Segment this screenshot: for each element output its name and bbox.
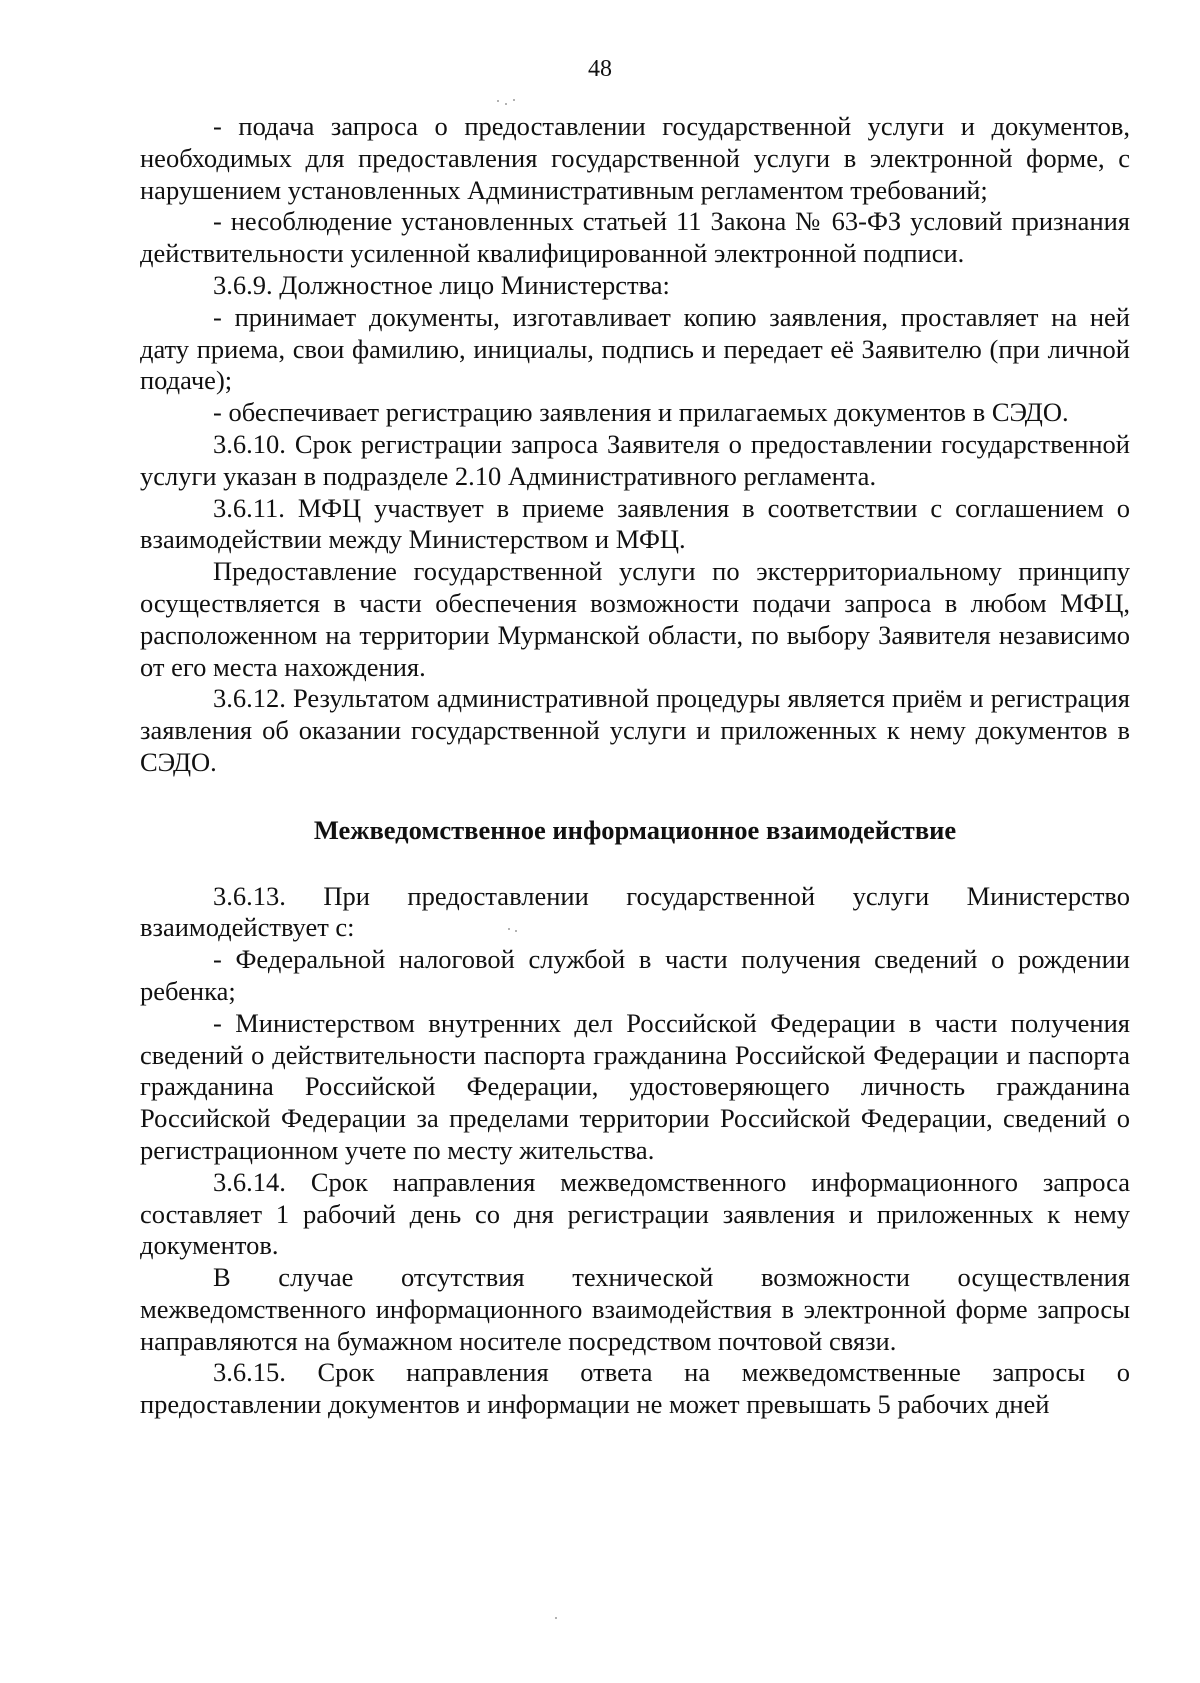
clause-paragraph: 3.6.14. Срок направления межведомственного информационного запроса составляет 1 рабочий день со дня регистрации заявления и приложенных к нему документов. [140,1166,1130,1261]
clause-paragraph: 3.6.9. Должностное лицо Министерства: [213,269,670,300]
page-number: 48 [588,56,612,82]
clause-paragraph: 3.6.12. Результатом административной процедуры является приём и регистрация заявления об оказании государственной услуги и приложенных к нему документов в СЭДО. [140,683,1130,777]
list-item: - подача запроса о предоставлении государственной услуги и документов, необходимых для предоставления государственной услуги в электронной форме, с нарушением установленных Административным регламентом требований; [140,111,1130,205]
document-body [140,111,1130,1421]
body-paragraph: В случае отсутствия технической возможности осуществления межведомственного информационного взаимодействия в электронной форме запросы направляются на бумажном носителе посредством почтовой связи. [140,1262,1130,1356]
clause-paragraph: 3.6.11. МФЦ участвует в приеме заявления в соответствии с соглашением о взаимодействии между Министерством и МФЦ. [140,492,1130,555]
body-paragraph: Предоставление государственной услуги по экстерриториальному принципу осуществляется в части обеспечения возможности подачи запроса в любом МФЦ, расположенном на территории Мурманской области, по выбору Заявителя независимо от его места нахождения. [140,556,1130,682]
list-item: - несоблюдение установленных статьей 11 Закона № 63-ФЗ условий признания действительности усиленной квалифицированной электронной подписи. [140,206,1130,269]
list-item: - Федеральной налоговой службой в части получения сведений о рождении ребенка; [140,944,1130,1006]
scan-speck [513,99,515,101]
list-item: - Министерством внутренних дел Российской Федерации в части получения сведений о действительности паспорта гражданина Российской Федерации и паспорта гражданина Российской Федерации, удостоверяющего личность гражданина Российской Федерации за пределами территории Российской Федерации, сведений о регистрационном учете по месту жительства. [140,1007,1130,1165]
clause-paragraph: 3.6.10. Срок регистрации запроса Заявителя о предоставлении государственной услуги указан в подразделе 2.10 Административного регламента. [140,428,1130,491]
section-heading: Межведомственное информационное взаимодействие [313,814,957,845]
scan-speck [497,100,499,102]
clause-paragraph: 3.6.15. Срок направления ответа на межведомственные запросы о предоставлении документов и информации не может превышать 5 рабочих дней [140,1357,1130,1420]
list-item: - принимает документы, изготавливает копию заявления, проставляет на ней дату приема, свои фамилию, инициалы, подпись и передает её Заявителю (при личной подаче); [140,301,1130,396]
scan-speck [505,103,507,105]
scan-speck [555,1617,557,1619]
list-item: - обеспечивает регистрацию заявления и прилагаемых документов в СЭДО. [213,397,1069,428]
clause-paragraph: 3.6.13. При предоставлении государственной услуги Министерство взаимодействует с: [140,880,1130,943]
